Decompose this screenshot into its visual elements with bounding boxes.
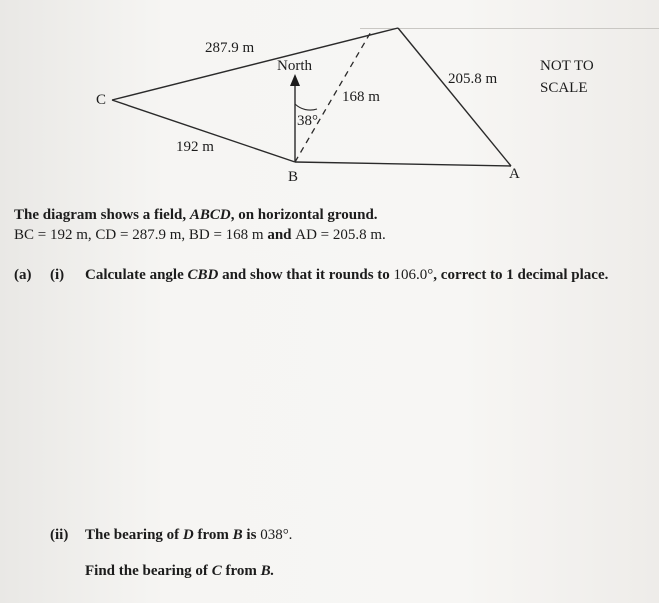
label-a: A	[509, 166, 520, 182]
label-cd: 287.9 m	[205, 40, 255, 56]
label-b: B	[288, 169, 299, 185]
question-a-i-text: Calculate angle CBD and show that it rounds to 106.0°, correct to 1 decimal place.	[85, 267, 609, 283]
question-ii-label: (ii)	[50, 527, 69, 543]
side-ab	[295, 162, 511, 166]
field-diagram	[0, 0, 659, 200]
intro-line-2: BC = 192 m, CD = 287.9 m, BD = 168 m and AD = 205.8 m.	[14, 227, 386, 243]
label-angle: 38°	[297, 113, 318, 129]
north-arrow-icon	[290, 74, 300, 86]
angle-arc	[295, 104, 317, 110]
question-a-i-label: (i)	[50, 267, 65, 283]
label-bd: 168 m	[342, 89, 380, 105]
not-to-scale-line1: NOT TO	[540, 58, 594, 74]
label-c: C	[96, 92, 107, 108]
not-to-scale-line2: SCALE	[540, 80, 588, 96]
label-bc: 192 m	[176, 139, 214, 155]
question-a-label: (a)	[14, 267, 32, 283]
question-ii-line-1: The bearing of D from B is 038°.	[85, 527, 293, 543]
label-north: North	[277, 58, 312, 74]
intro-line-1: The diagram shows a field, ABCD, on horizontal ground.	[14, 207, 378, 223]
side-da	[398, 28, 511, 166]
label-ad: 205.8 m	[448, 71, 498, 87]
question-ii-line-2: Find the bearing of C from B.	[85, 563, 275, 579]
